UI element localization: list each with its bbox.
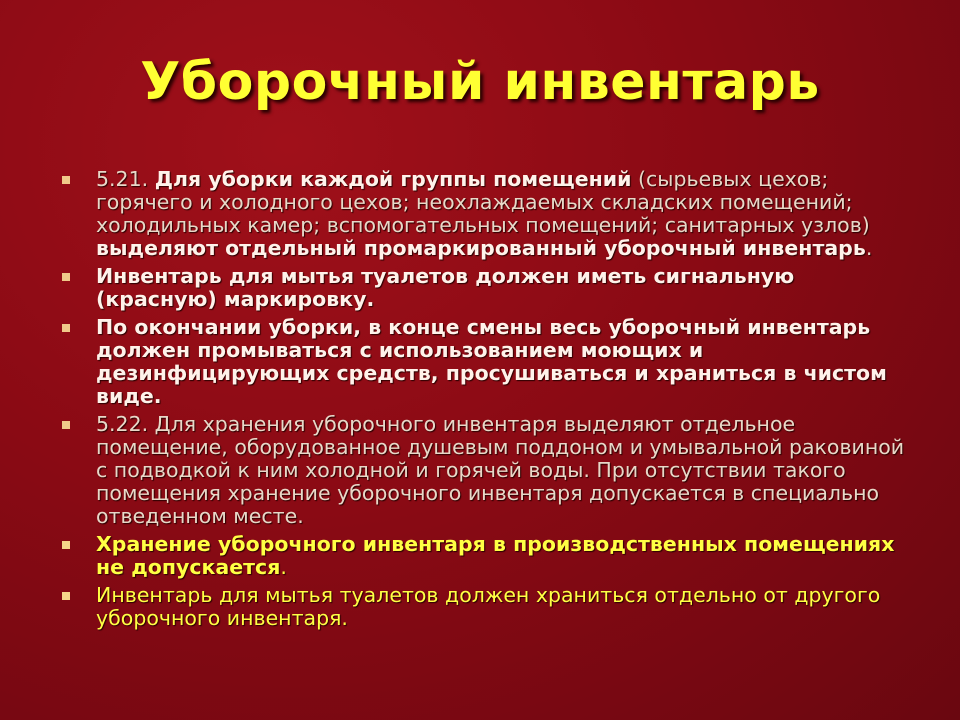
- item-text: .: [280, 555, 287, 579]
- item-bold-text: Хранение уборочного инвентаря в производственных помещениях не допускается: [96, 532, 895, 579]
- list-item: [60, 168, 920, 260]
- list-item: [60, 413, 920, 528]
- item-bold-text: Инвентарь для мытья туалетов должен иметь сигнальную (красную) маркировку.: [96, 264, 795, 311]
- square-bullet-icon: [62, 273, 70, 281]
- item-text: 5.21.: [96, 167, 155, 191]
- item-bold-text: Для уборки каждой группы помещений: [154, 167, 632, 191]
- square-bullet-icon: [62, 176, 70, 184]
- list-item: [60, 265, 920, 311]
- square-bullet-icon: [62, 421, 70, 429]
- slide-title: Уборочный инвентарь: [140, 52, 820, 112]
- square-bullet-icon: [62, 324, 70, 332]
- list-item: [60, 533, 920, 579]
- list-item: [60, 316, 920, 408]
- item-text: (сырьевых цехов; горячего и холодного цехов; неохлаждаемых складских помещений; холодильных камер; вспомогательных помещений; санитарных узлов): [96, 167, 870, 237]
- item-text: Инвентарь для мытья туалетов должен храниться отдельно от другого уборочного инвентаря.: [96, 583, 881, 630]
- list-item: [60, 584, 920, 630]
- square-bullet-icon: [62, 541, 70, 549]
- item-text: 5.22. Для хранения уборочного инвентаря выделяют отдельное помещение, оборудованное душевым поддоном и умывальной раковиной с подводкой к ним холодной и горячей воды. При отсутствии такого помещения хранение уборочного инвентаря допускается в специально отведенном месте.: [96, 412, 905, 528]
- item-bold-text: По окончании уборки, в конце смены весь уборочный инвентарь должен промываться с использованием моющих и дезинфицирующих средств, просушиваться и храниться в чистом виде.: [96, 315, 887, 408]
- square-bullet-icon: [62, 592, 70, 600]
- bullet-list: [60, 168, 920, 635]
- item-bold-text: выделяют отдельный промаркированный уборочный инвентарь: [96, 236, 866, 260]
- item-text: .: [865, 236, 873, 260]
